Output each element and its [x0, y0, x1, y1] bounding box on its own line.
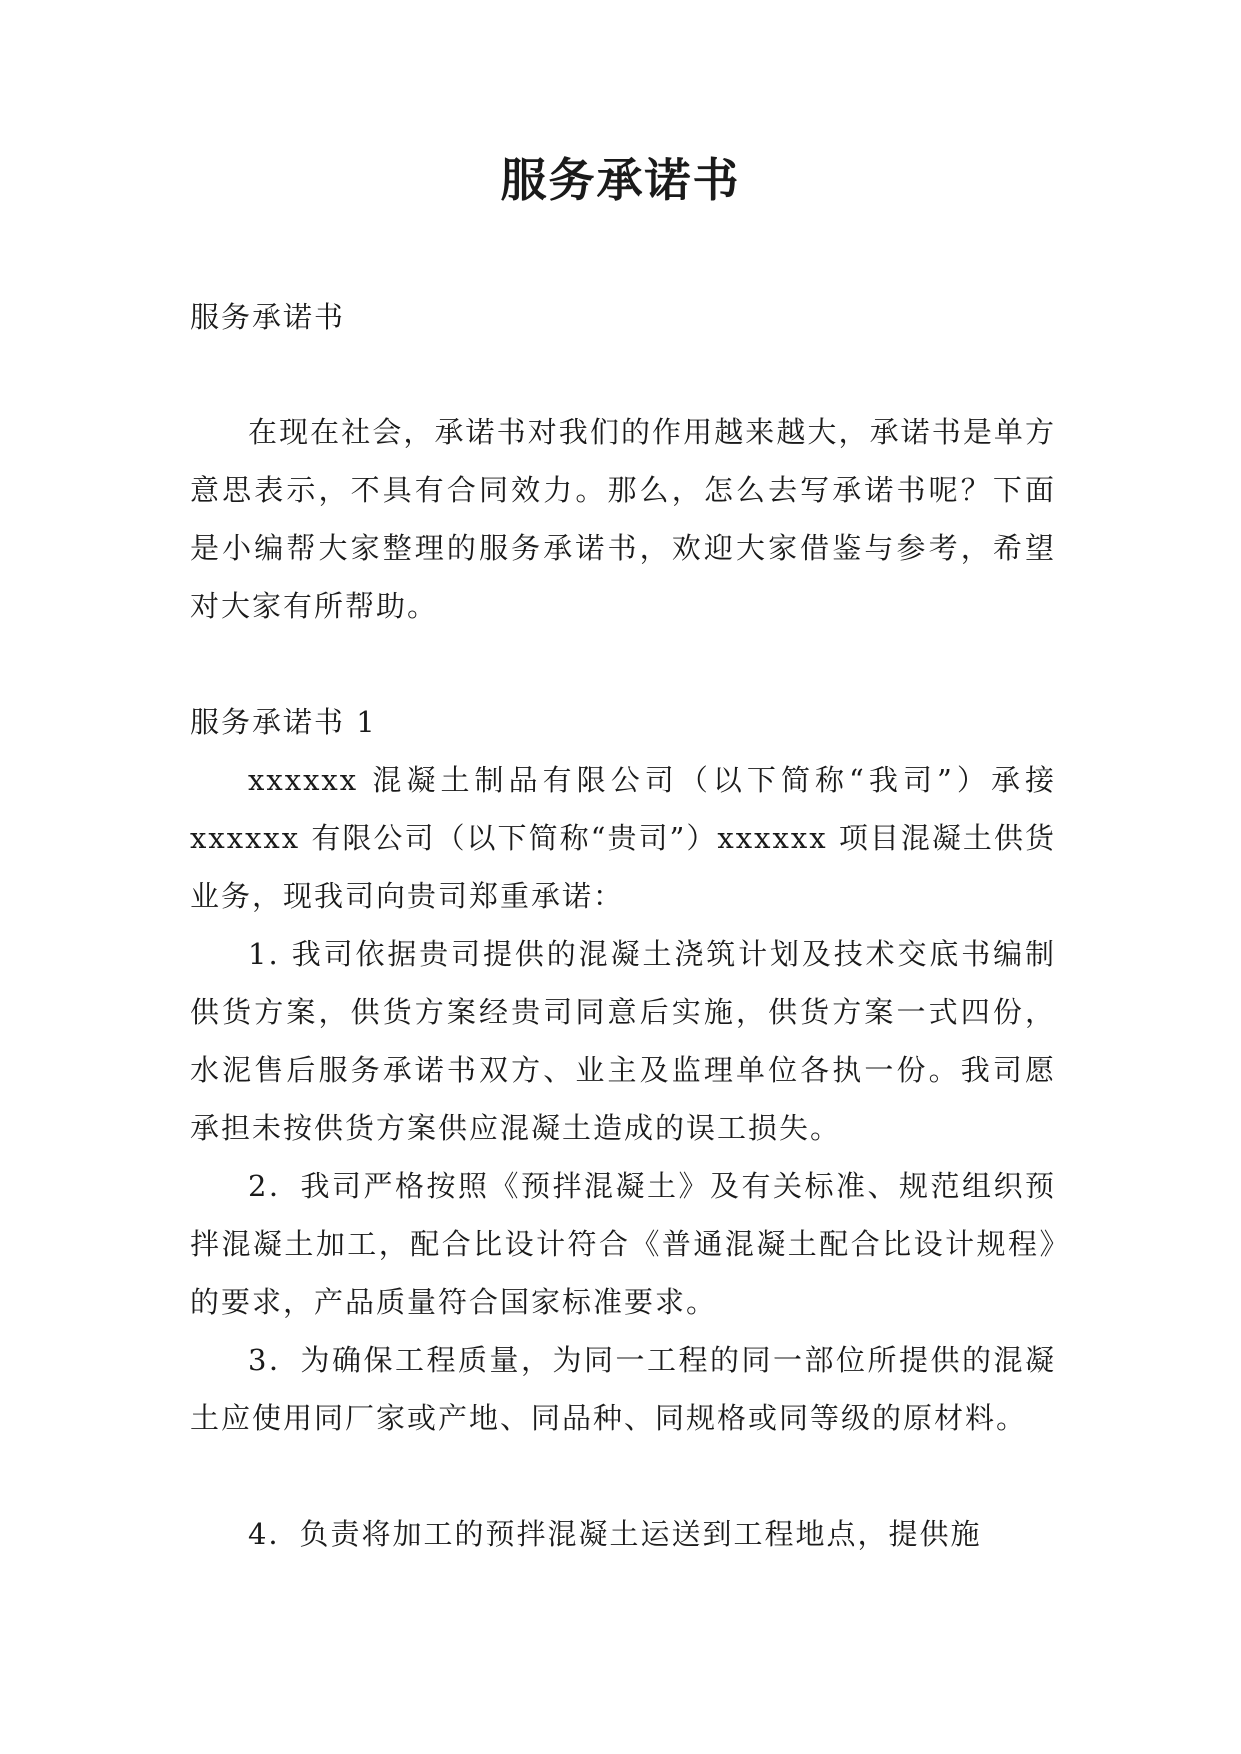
paragraph-commitment-intro: xxxxxx 混凝土制品有限公司（以下简称“我司”）承接 xxxxxx 有限公司（以下简称“贵司”）xxxxxx 项目混凝土供货业务，现我司向贵司郑重承诺：: [190, 763, 1056, 913]
paragraph-item-2: 2．我司严格按照《预拌混凝土》及有关标准、规范组织预拌混凝土加工，配合比设计符合《普通混凝土配合比设计规程》的要求，产品质量符合国家标准要求。: [190, 1169, 1056, 1319]
document-subtitle: 服务承诺书: [190, 300, 346, 334]
document-title: 服务承诺书: [500, 153, 741, 207]
paragraph-item-3: 3．为确保工程质量，为同一工程的同一部位所提供的混凝土应使用同厂家或产地、同品种、同规格或同等级的原材料。: [190, 1343, 1056, 1435]
paragraph-item-1: 1. 我司依据贵司提供的混凝土浇筑计划及技术交底书编制供货方案，供货方案经贵司同意后实施，供货方案一式四份，水泥售后服务承诺书双方、业主及监理单位各执一份。我司愿承担未按供货方案供应混凝土造成的误工损失。: [190, 937, 1056, 1145]
section-heading: 服务承诺书 1: [190, 705, 377, 739]
paragraph-item-4: 4．负责将加工的预拌混凝土运送到工程地点，提供施: [248, 1517, 982, 1551]
intro-paragraph: 在现在社会，承诺书对我们的作用越来越大，承诺书是单方意思表示，不具有合同效力。那么，怎么去写承诺书呢？下面是小编帮大家整理的服务承诺书，欢迎大家借鉴与参考，希望对大家有所帮助。: [190, 415, 1056, 623]
